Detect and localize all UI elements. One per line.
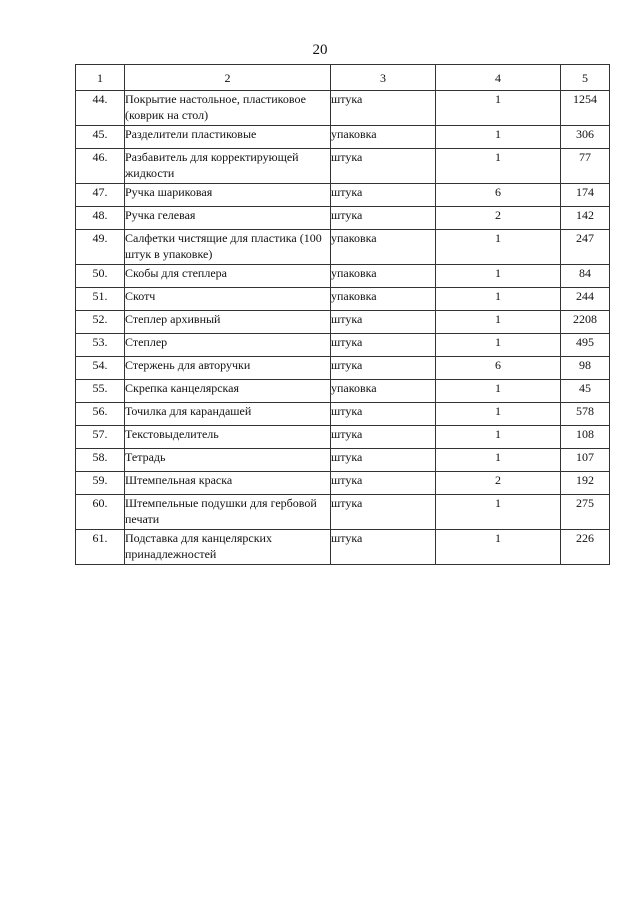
quantity-cell: 1 <box>436 426 561 449</box>
table-row <box>76 126 610 149</box>
unit-cell: штука <box>331 426 436 449</box>
quantity-cell: 1 <box>436 334 561 357</box>
item-name-cell: Скотч <box>125 288 331 311</box>
item-name-cell: Штемпельная краска <box>125 472 331 495</box>
table-row <box>76 207 610 230</box>
unit-cell: упаковка <box>331 230 436 265</box>
table-row <box>76 495 610 530</box>
table-row <box>76 230 610 265</box>
row-number-cell: 52. <box>76 311 125 334</box>
column-header-2: 2 <box>125 65 331 91</box>
quantity-cell: 1 <box>436 530 561 565</box>
price-cell: 306 <box>561 126 610 149</box>
unit-cell: упаковка <box>331 126 436 149</box>
table-row <box>76 426 610 449</box>
item-name-cell: Разбавитель для корректирующей жидкости <box>125 149 331 184</box>
column-header-4: 4 <box>436 65 561 91</box>
price-cell: 495 <box>561 334 610 357</box>
column-header-3: 3 <box>331 65 436 91</box>
unit-cell: упаковка <box>331 288 436 311</box>
price-cell: 244 <box>561 288 610 311</box>
unit-cell: штука <box>331 357 436 380</box>
item-name-cell: Текстовыделитель <box>125 426 331 449</box>
item-name-cell: Разделители пластиковые <box>125 126 331 149</box>
table-row <box>76 530 610 565</box>
row-number-cell: 45. <box>76 126 125 149</box>
price-cell: 108 <box>561 426 610 449</box>
quantity-cell: 1 <box>436 288 561 311</box>
column-header-5: 5 <box>561 65 610 91</box>
unit-cell: штука <box>331 530 436 565</box>
quantity-cell: 2 <box>436 207 561 230</box>
item-name-cell: Степлер <box>125 334 331 357</box>
table-row <box>76 357 610 380</box>
item-name-cell: Скобы для степлера <box>125 265 331 288</box>
unit-cell: штука <box>331 495 436 530</box>
price-cell: 578 <box>561 403 610 426</box>
price-cell: 142 <box>561 207 610 230</box>
price-cell: 275 <box>561 495 610 530</box>
table-row <box>76 184 610 207</box>
table-body <box>76 91 610 565</box>
row-number-cell: 59. <box>76 472 125 495</box>
table-row <box>76 91 610 126</box>
item-name-cell: Ручка гелевая <box>125 207 331 230</box>
table-row <box>76 403 610 426</box>
unit-cell: упаковка <box>331 265 436 288</box>
row-number-cell: 58. <box>76 449 125 472</box>
quantity-cell: 1 <box>436 149 561 184</box>
unit-cell: штука <box>331 334 436 357</box>
quantity-cell: 1 <box>436 311 561 334</box>
item-name-cell: Стержень для авторучки <box>125 357 331 380</box>
price-cell: 84 <box>561 265 610 288</box>
row-number-cell: 47. <box>76 184 125 207</box>
item-name-cell: Скрепка канцелярская <box>125 380 331 403</box>
item-name-cell: Точилка для карандашей <box>125 403 331 426</box>
price-cell: 174 <box>561 184 610 207</box>
item-name-cell: Салфетки чистящие для пластика (100 штук в упаковке) <box>125 230 331 265</box>
table-row <box>76 265 610 288</box>
quantity-cell: 6 <box>436 357 561 380</box>
unit-cell: штука <box>331 472 436 495</box>
price-cell: 226 <box>561 530 610 565</box>
item-name-cell: Покрытие настольное, пластиковое (коврик на стол) <box>125 91 331 126</box>
table-row <box>76 449 610 472</box>
unit-cell: штука <box>331 311 436 334</box>
price-cell: 45 <box>561 380 610 403</box>
price-cell: 107 <box>561 449 610 472</box>
row-number-cell: 56. <box>76 403 125 426</box>
item-name-cell: Штемпельные подушки для гербовой печати <box>125 495 331 530</box>
table-header-row <box>76 65 610 91</box>
page-number: 20 <box>312 42 328 58</box>
supplies-table <box>75 64 610 565</box>
item-name-cell: Тетрадь <box>125 449 331 472</box>
unit-cell: штука <box>331 149 436 184</box>
unit-cell: штука <box>331 403 436 426</box>
quantity-cell: 1 <box>436 495 561 530</box>
price-cell: 98 <box>561 357 610 380</box>
unit-cell: штука <box>331 449 436 472</box>
table-row <box>76 334 610 357</box>
row-number-cell: 49. <box>76 230 125 265</box>
row-number-cell: 50. <box>76 265 125 288</box>
table-row <box>76 288 610 311</box>
row-number-cell: 54. <box>76 357 125 380</box>
quantity-cell: 2 <box>436 472 561 495</box>
row-number-cell: 48. <box>76 207 125 230</box>
quantity-cell: 1 <box>436 126 561 149</box>
unit-cell: штука <box>331 207 436 230</box>
row-number-cell: 51. <box>76 288 125 311</box>
table-row <box>76 311 610 334</box>
row-number-cell: 61. <box>76 530 125 565</box>
row-number-cell: 57. <box>76 426 125 449</box>
item-name-cell: Степлер архивный <box>125 311 331 334</box>
unit-cell: упаковка <box>331 380 436 403</box>
item-name-cell: Ручка шариковая <box>125 184 331 207</box>
price-cell: 2208 <box>561 311 610 334</box>
quantity-cell: 1 <box>436 230 561 265</box>
row-number-cell: 53. <box>76 334 125 357</box>
table-row <box>76 149 610 184</box>
quantity-cell: 6 <box>436 184 561 207</box>
price-cell: 247 <box>561 230 610 265</box>
price-cell: 77 <box>561 149 610 184</box>
quantity-cell: 1 <box>436 91 561 126</box>
row-number-cell: 46. <box>76 149 125 184</box>
row-number-cell: 55. <box>76 380 125 403</box>
quantity-cell: 1 <box>436 380 561 403</box>
price-cell: 192 <box>561 472 610 495</box>
row-number-cell: 44. <box>76 91 125 126</box>
table-row <box>76 380 610 403</box>
item-name-cell: Подставка для канцелярских принадлежностей <box>125 530 331 565</box>
row-number-cell: 60. <box>76 495 125 530</box>
column-header-1: 1 <box>76 65 125 91</box>
table-row <box>76 472 610 495</box>
price-cell: 1254 <box>561 91 610 126</box>
quantity-cell: 1 <box>436 449 561 472</box>
unit-cell: штука <box>331 184 436 207</box>
quantity-cell: 1 <box>436 403 561 426</box>
quantity-cell: 1 <box>436 265 561 288</box>
unit-cell: штука <box>331 91 436 126</box>
